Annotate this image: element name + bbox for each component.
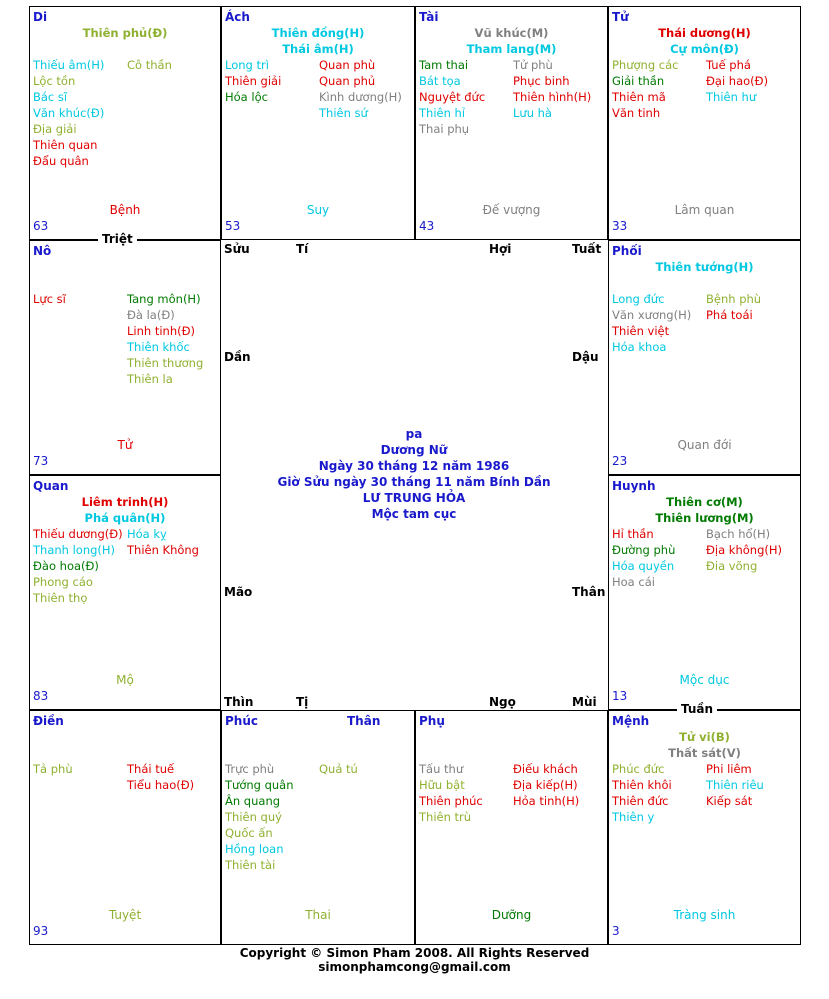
life-stage: Mộ	[116, 673, 134, 687]
star: Phục binh	[513, 74, 570, 88]
branch-than: Thân	[572, 585, 606, 599]
age-number: 93	[33, 924, 49, 938]
life-stage: Tuyệt	[108, 908, 142, 922]
palace-name: Tài	[419, 10, 439, 24]
star: Lực sĩ	[33, 292, 66, 306]
star: Hồng loan	[225, 842, 284, 856]
life-stage: Tử	[117, 438, 133, 452]
star: Thiên la	[127, 372, 173, 386]
stars-col-1	[612, 761, 672, 825]
stars-col-2	[513, 57, 591, 121]
star: Điếu khách	[513, 762, 578, 776]
life-stage: Lâm quan	[674, 203, 735, 217]
stars-col-2	[319, 761, 358, 777]
star: Lưu hà	[513, 106, 552, 120]
star: Bác sĩ	[33, 90, 68, 104]
star: Long trì	[225, 58, 269, 72]
branch-thin: Thìn	[224, 695, 254, 709]
main-stars	[30, 494, 220, 526]
life-stage: Quan đới	[677, 438, 732, 452]
star: Linh tinh(Đ)	[127, 324, 196, 338]
star: Đẩu quân	[33, 154, 89, 168]
star: Thiên khôi	[612, 778, 672, 792]
star: Thiên khốc	[127, 340, 190, 354]
main-star: Thái âm(H)	[282, 42, 354, 56]
palace-name: Nô	[33, 244, 52, 258]
branch-dau: Dậu	[572, 350, 599, 364]
palace-dien	[29, 710, 221, 945]
palace-name: Ách	[225, 10, 250, 24]
main-stars	[222, 25, 414, 57]
stars-col-1	[419, 761, 483, 825]
palace-name: Phúc	[225, 714, 258, 728]
star: Hóa lộc	[225, 90, 268, 104]
menh-element: LƯ TRUNG HỎA	[362, 491, 466, 505]
star: Tấu thư	[419, 762, 464, 776]
palace-phu	[415, 710, 608, 945]
palace-name: Phối	[612, 244, 642, 258]
branch-ti2: Tị	[296, 695, 309, 709]
star: Hóa khoa	[612, 340, 667, 354]
life-stage: Tràng sinh	[673, 908, 736, 922]
main-star: Thiên phủ(Đ)	[82, 26, 168, 40]
star: Địa kiếp(H)	[513, 778, 578, 792]
main-stars	[609, 729, 800, 761]
main-star: Thiên lương(M)	[655, 511, 754, 525]
cuc: Mộc tam cục	[371, 507, 457, 521]
email: simonphamcong@gmail.com	[318, 960, 511, 974]
star: Hỏa tinh(H)	[513, 794, 580, 808]
star: Bát tọa	[419, 74, 461, 88]
star: Bạch hổ(H)	[706, 527, 771, 541]
star: Đường phù	[612, 543, 676, 557]
triet-tag: Triệt	[98, 232, 137, 246]
solar-date: Ngày 30 tháng 12 năm 1986	[318, 459, 510, 473]
main-stars	[416, 25, 607, 57]
star: Kiếp sát	[706, 794, 753, 808]
star: Thiên tài	[225, 858, 276, 872]
branch-ngo: Ngọ	[489, 695, 516, 709]
age-number: 43	[419, 219, 435, 233]
palace-name: Mệnh	[612, 714, 650, 728]
palace-no	[29, 240, 221, 475]
stars-col-2	[319, 57, 402, 121]
main-star: Thất sát(V)	[668, 746, 741, 760]
star: Thiên thương	[127, 356, 204, 370]
star: Hóa kỵ	[127, 527, 167, 541]
star: Thiên giải	[225, 74, 282, 88]
stars-col-1	[33, 57, 104, 169]
star: Thanh long(H)	[33, 543, 116, 557]
branch-mao: Mão	[224, 585, 253, 599]
palace-huynh	[608, 475, 801, 710]
palace-name: Tử	[612, 10, 629, 24]
star: Bệnh phù	[706, 292, 762, 306]
main-star: Thiên đồng(H)	[271, 26, 365, 40]
stars-col-1	[33, 526, 123, 606]
star: Thiên mã	[612, 90, 666, 104]
stars-col-1	[612, 291, 691, 355]
branch-ti: Tí	[296, 242, 309, 256]
age-number: 73	[33, 454, 49, 468]
star: Thiên quý	[225, 810, 282, 824]
footer	[0, 946, 829, 974]
age-number: 83	[33, 689, 49, 703]
chart-center	[221, 240, 607, 710]
star: Quốc ấn	[225, 826, 273, 840]
star: Ân quang	[225, 794, 281, 808]
palace-di	[29, 6, 221, 240]
copyright: Copyright © Simon Pham 2008. All Rights Reserved	[239, 946, 590, 960]
star: Tang môn(H)	[127, 292, 201, 306]
main-star: Vũ khúc(M)	[474, 26, 549, 40]
main-star: Thiên tướng(H)	[655, 260, 754, 274]
branch-dan: Dần	[224, 350, 251, 364]
star: Thiên hình(H)	[513, 90, 592, 104]
palace-name: Phụ	[419, 714, 445, 728]
star: Thiên trù	[419, 810, 472, 824]
star: Đào hoa(Đ)	[33, 559, 99, 573]
palace-phoi	[608, 240, 801, 475]
star: Quan phủ	[319, 74, 376, 88]
star: Phi liêm	[706, 762, 752, 776]
star: Địa giải	[33, 122, 77, 136]
star: Tam thai	[419, 58, 469, 72]
star: Thiên sứ	[319, 106, 368, 120]
main-stars	[609, 259, 800, 275]
main-star: Tử vi(B)	[679, 730, 730, 744]
star: Thiên y	[612, 810, 655, 824]
star: Trực phù	[225, 762, 275, 776]
stars-col-1	[612, 526, 675, 590]
birth-info	[221, 426, 607, 522]
star: Hóa quyền	[612, 559, 675, 573]
star: Thiên Không	[127, 543, 199, 557]
star: Văn xương(H)	[612, 308, 692, 322]
palace-name: Quan	[33, 479, 69, 493]
star: Kình dương(H)	[319, 90, 402, 104]
star: Nguyệt đức	[419, 90, 486, 104]
stars-col-2	[513, 761, 579, 809]
stars-col-1	[225, 761, 294, 873]
star: Tử phù	[513, 58, 553, 72]
star: Thiên hư	[706, 90, 757, 104]
stars-col-1	[225, 57, 281, 105]
life-stage: Thai	[305, 908, 331, 922]
palace-quan	[29, 475, 221, 710]
star: Văn khúc(Đ)	[33, 106, 105, 120]
life-stage: Đế vượng	[482, 203, 541, 217]
star: Văn tinh	[612, 106, 661, 120]
star: Thiên riêu	[706, 778, 764, 792]
life-stage: Dưỡng	[491, 908, 532, 922]
star: Phong cáo	[33, 575, 93, 589]
branch-mui: Mùi	[572, 695, 597, 709]
main-star: Cự môn(Đ)	[670, 42, 739, 56]
stars-col-1	[612, 57, 678, 121]
star: Địa không(H)	[706, 543, 783, 557]
life-stage: Bệnh	[109, 203, 141, 217]
stars-col-1	[33, 291, 66, 307]
star: Hỉ thần	[612, 527, 654, 541]
star: Đia võng	[706, 559, 758, 573]
gender: Dương Nữ	[380, 443, 448, 457]
star: Thiên hỉ	[419, 106, 466, 120]
lunar-date: Giờ Sửu ngày 30 tháng 11 năm Bính Dần	[277, 475, 551, 489]
tuan-tag: Tuần	[677, 702, 717, 716]
age-number: 33	[612, 219, 628, 233]
palace-extra: Thân	[347, 714, 381, 728]
star: Phượng các	[612, 58, 679, 72]
age-number: 63	[33, 219, 49, 233]
star: Thiếu âm(H)	[33, 58, 105, 72]
main-stars	[609, 494, 800, 526]
main-stars	[609, 25, 800, 57]
stars-col-2	[127, 761, 194, 793]
star: Quan phù	[319, 58, 376, 72]
star: Cô thần	[127, 58, 172, 72]
star: Thiên phúc	[419, 794, 483, 808]
palace-tu	[608, 6, 801, 240]
age-number: 13	[612, 689, 628, 703]
star: Thái tuế	[127, 762, 175, 776]
palace-phuc	[221, 710, 415, 945]
star: Hoa cái	[612, 575, 655, 589]
main-star: Phá quân(H)	[84, 511, 166, 525]
age-number: 23	[612, 454, 628, 468]
main-star: Liêm trinh(H)	[81, 495, 169, 509]
star: Tiểu hao(Đ)	[127, 778, 195, 792]
palace-name: Điền	[33, 714, 64, 728]
stars-col-2	[706, 57, 768, 105]
palace-name: Di	[33, 10, 48, 24]
star: Tướng quân	[225, 778, 294, 792]
stars-col-2	[706, 526, 782, 574]
stars-col-1	[33, 761, 73, 777]
main-star: Thiên cơ(M)	[666, 495, 743, 509]
star: Thiên thọ	[33, 591, 88, 605]
stars-col-1	[419, 57, 485, 137]
palace-tai	[415, 6, 608, 240]
star: Hữu bật	[419, 778, 465, 792]
main-star: Tham lang(M)	[466, 42, 557, 56]
stars-col-2	[127, 291, 203, 387]
life-stage: Mộc dục	[679, 673, 730, 687]
age-number: 3	[612, 924, 620, 938]
star: Thiên quan	[33, 138, 98, 152]
branch-hoi: Hợi	[489, 242, 512, 256]
star: Long đức	[612, 292, 665, 306]
branch-suu: Sửu	[224, 242, 250, 256]
star: Lộc tồn	[33, 74, 76, 88]
star: Đà la(Đ)	[127, 308, 175, 322]
star: Tả phù	[33, 762, 73, 776]
stars-col-2	[127, 57, 172, 73]
star: Giải thần	[612, 74, 665, 88]
star: Thiên đức	[612, 794, 669, 808]
star: Tuế phá	[706, 58, 751, 72]
stars-col-2	[706, 761, 764, 809]
star: Thiếu dương(Đ)	[33, 527, 123, 541]
person-name: pa	[405, 427, 423, 441]
life-stage: Suy	[306, 203, 330, 217]
palace-name: Huynh	[612, 479, 656, 493]
star: Phúc đức	[612, 762, 665, 776]
star: Thiên việt	[612, 324, 670, 338]
star: Thai phụ	[419, 122, 470, 136]
branch-tuat: Tuất	[572, 242, 602, 256]
star: Đại hao(Đ)	[706, 74, 769, 88]
main-star: Thái dương(H)	[658, 26, 751, 40]
palace-menh	[608, 710, 801, 945]
star: Phá toái	[706, 308, 753, 322]
stars-col-2	[706, 291, 761, 323]
stars-col-2	[127, 526, 199, 558]
star: Quả tú	[319, 762, 358, 776]
main-stars	[30, 25, 220, 41]
palace-ach	[221, 6, 415, 240]
age-number: 53	[225, 219, 241, 233]
